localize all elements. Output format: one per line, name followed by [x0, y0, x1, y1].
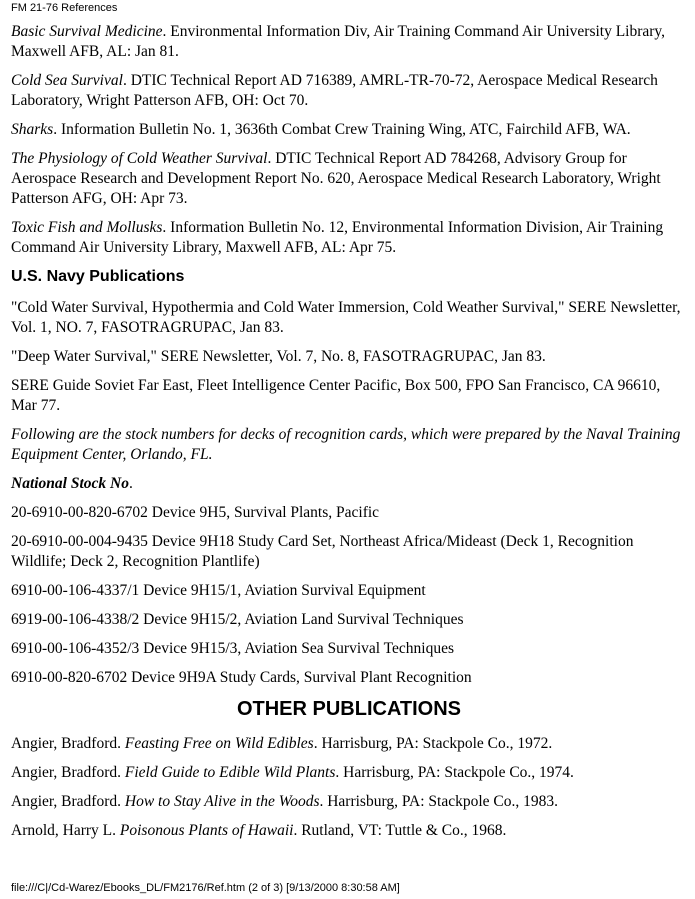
- reference-details: . Harrisburg, PA: Stackpole Co., 1974.: [335, 764, 574, 781]
- reference-title: The Physiology of Cold Weather Survival: [11, 150, 268, 167]
- stock-heading-label: National Stock No: [11, 475, 129, 492]
- reference-author: Angier, Bradford.: [11, 735, 125, 752]
- reference-item: [11, 120, 687, 140]
- reference-item: [11, 149, 687, 209]
- reference-title: Sharks: [11, 121, 54, 138]
- reference-details: . Harrisburg, PA: Stackpole Co., 1972.: [313, 735, 553, 752]
- reference-title: Field Guide to Edible Wild Plants: [124, 764, 336, 781]
- reference-author: Arnold, Harry L.: [11, 822, 120, 839]
- reference-author: Angier, Bradford.: [11, 793, 125, 810]
- reference-item: [11, 734, 687, 754]
- stock-item: 6910-00-820-6702 Device 9H9A Study Cards, Survival Plant Recognition: [11, 669, 472, 686]
- reference-title: Cold Sea Survival: [11, 72, 123, 89]
- page-header: FM 21-76 References: [11, 2, 118, 14]
- reference-item: [11, 71, 687, 111]
- page-footer: file:///C|/Cd-Warez/Ebooks_DL/FM2176/Ref.htm (2 of 3) [9/13/2000 8:30:58 AM]: [11, 882, 400, 894]
- reference-item: [11, 218, 687, 258]
- other-publications-heading: OTHER PUBLICATIONS: [236, 698, 462, 720]
- reference-item: [11, 763, 687, 783]
- reference-title: How to Stay Alive in the Woods: [124, 793, 320, 810]
- reference-title: Toxic Fish and Mollusks: [11, 219, 163, 236]
- document-body: [11, 22, 687, 850]
- reference-item: "Cold Water Survival, Hypothermia and Cold Water Immersion, Cold Weather Survival," SERE Newsletter, Vol. 1, NO. 7, FASOTRAGRUPAC, Jan 83.: [11, 299, 681, 336]
- stock-heading-period: .: [128, 475, 133, 492]
- stock-item: 6910-00-106-4352/3 Device 9H15/3, Aviation Sea Survival Techniques: [11, 640, 455, 657]
- reference-details: . Information Bulletin No. 12, Environmental Information Division, Air Training Command Air University Library, Maxwell AFB, AL: Apr 75.: [11, 219, 664, 256]
- stock-item: 20-6910-00-820-6702 Device 9H5, Survival Plants, Pacific: [11, 504, 380, 521]
- stock-heading: [11, 474, 687, 494]
- reference-item: SERE Guide Soviet Far East, Fleet Intelligence Center Pacific, Box 500, FPO San Francisco, CA 96610, Mar 77.: [11, 377, 661, 414]
- stock-item: 6919-00-106-4338/2 Device 9H15/2, Aviation Land Survival Techniques: [11, 611, 464, 628]
- reference-details: . DTIC Technical Report AD 784268, Advisory Group for Aerospace Research and Development Report No. 620, Aerospace Medical Research Laboratory, Wright Patterson AFG, OH: Apr 73.: [11, 150, 661, 207]
- reference-details: . Harrisburg, PA: Stackpole Co., 1983.: [319, 793, 559, 810]
- stock-intro-text: Following are the stock numbers for decks of recognition cards, which were prepared by the Naval Training Equipment Center, Orlando, FL.: [11, 426, 681, 463]
- reference-details: . Rutland, VT: Tuttle & Co., 1968.: [293, 822, 507, 839]
- reference-details: . DTIC Technical Report AD 716389, AMRL-TR-70-72, Aerospace Medical Research Laboratory, Wright Patterson AFB, OH: Oct 70.: [11, 72, 658, 109]
- reference-title: Poisonous Plants of Hawaii: [119, 822, 294, 839]
- reference-author: Angier, Bradford.: [11, 764, 125, 781]
- reference-details: . Information Bulletin No. 1, 3636th Combat Crew Training Wing, ATC, Fairchild AFB, WA.: [53, 121, 631, 138]
- reference-title: Feasting Free on Wild Edibles: [124, 735, 314, 752]
- reference-item: [11, 22, 687, 62]
- stock-item: 20-6910-00-004-9435 Device 9H18 Study Card Set, Northeast Africa/Mideast (Deck 1, Recognition Wildlife; Deck 2, Recognition Plantlife): [11, 533, 634, 570]
- stock-intro: [11, 425, 687, 465]
- reference-item: [11, 792, 687, 812]
- reference-title: Basic Survival Medicine: [11, 23, 163, 40]
- navy-publications-heading: U.S. Navy Publications: [11, 268, 185, 285]
- reference-details: . Environmental Information Div, Air Training Command Air University Library, Maxwell AFB, AL: Jan 81.: [11, 23, 666, 60]
- stock-item: 6910-00-106-4337/1 Device 9H15/1, Aviation Survival Equipment: [11, 582, 426, 599]
- reference-item: [11, 821, 687, 841]
- reference-item: "Deep Water Survival," SERE Newsletter, Vol. 7, No. 8, FASOTRAGRUPAC, Jan 83.: [11, 348, 546, 365]
